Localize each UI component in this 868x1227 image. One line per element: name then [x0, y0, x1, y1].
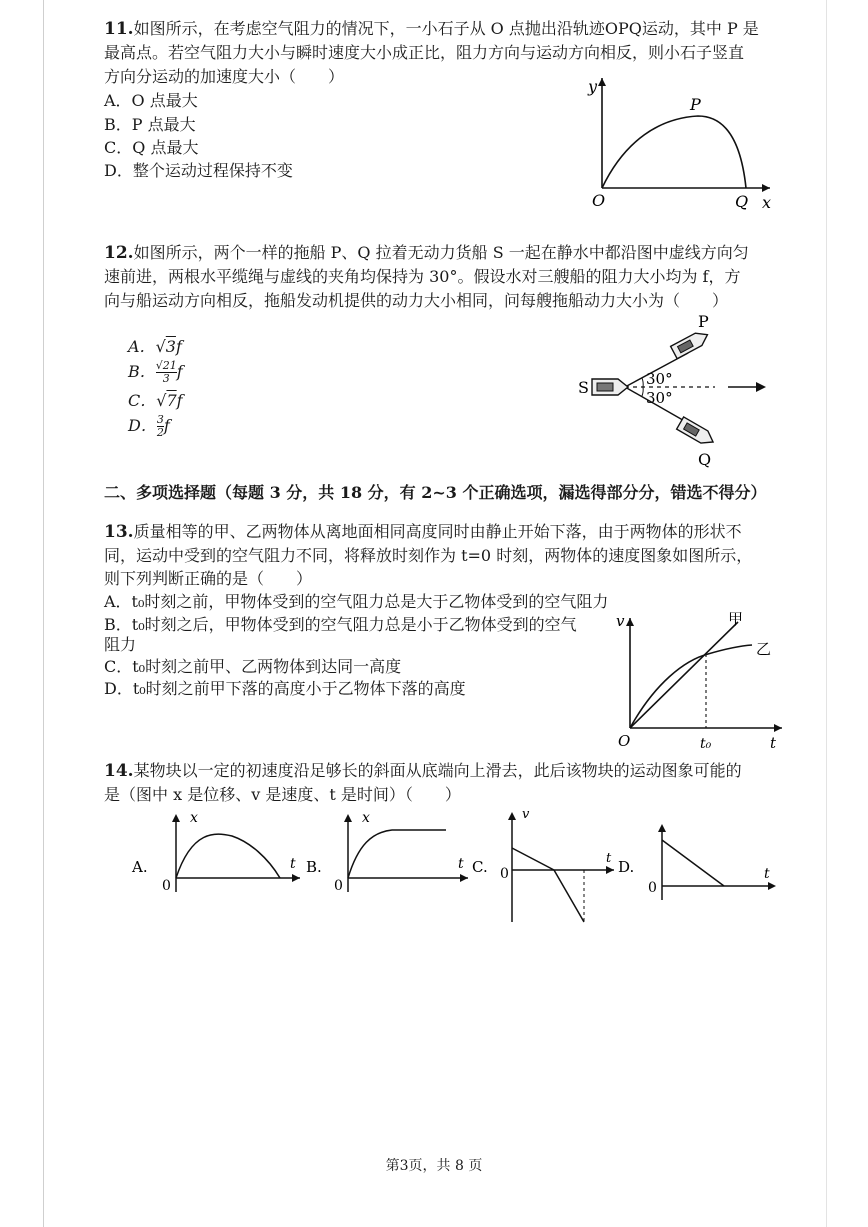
q11-x-arrow: [762, 184, 770, 192]
q11-fig-q: Q: [735, 192, 749, 210]
q13-option-b-cont: 阻力: [104, 635, 137, 654]
q14-label-b: B.: [306, 858, 322, 876]
q11-option-a: A．O 点最大: [104, 91, 198, 110]
q12-text1: 如图所示，两个一样的拖船 P、Q 拉着无动力货船 S 一起在静水中都沿图中虚线方向匀: [133, 243, 749, 262]
q11-text1: 如图所示，在考虑空气阻力的情况下，一小石子从 O 点抛出沿轨迹OPQ运动，其中 P 是: [133, 19, 759, 38]
q12-angle-arc-top: [642, 378, 643, 387]
q11-fig-y: y: [588, 77, 598, 96]
q12-tug-q: [677, 417, 717, 448]
q14-d-t: t: [764, 866, 770, 882]
q13-line-jia: [630, 622, 738, 728]
q14-b-t: t: [458, 856, 464, 872]
q14-graph-c: [472, 807, 614, 922]
q14-a-y: x: [190, 810, 198, 826]
q14-line2: 是（图中 x 是位移、v 是速度、t 是时间）（ ）: [104, 785, 461, 804]
q14-b-y: x: [362, 810, 370, 826]
q12-number: 12.: [104, 243, 134, 263]
q12-line2: 速前进，两根水平缆绳与虚线的夹角均保持为 30°。假设水对三艘船的阻力大小均为 f，方: [104, 267, 741, 286]
q12-ship-s: [592, 379, 628, 395]
q12-option-c: C．√7f: [128, 391, 183, 410]
q14-a-zero: 0: [162, 878, 171, 894]
q11-option-c: C．Q 点最大: [104, 138, 199, 157]
q13-fig-yi: 乙: [756, 640, 772, 658]
q12-option-a: A．√3f: [128, 337, 182, 356]
q13-text1: 质量相等的甲、乙两物体从离地面相同高度同时由静止开始下落，由于两物体的形状不: [133, 522, 742, 541]
q14-graphs: [120, 800, 780, 930]
page-edge-left: [43, 0, 44, 1227]
q12-option-d: D． $\frac{3}{2}$ f: [128, 413, 170, 439]
q14-graph-b: [306, 810, 468, 894]
q12-direction-arrow-head: [756, 382, 766, 392]
q13-fig-jia: 甲: [728, 610, 744, 628]
q11-line3: 方向分运动的加速度大小（ ）: [104, 67, 345, 86]
q14-c-zero: 0: [500, 866, 509, 882]
q14-c-t: t: [606, 851, 612, 866]
q13-fig-o: O: [618, 732, 631, 750]
q14-number: 14.: [104, 761, 134, 781]
q13-option-c: C．t₀时刻之前甲、乙两物体到达同一高度: [104, 657, 402, 676]
q11-number: 11.: [104, 19, 134, 39]
q14-d-zero: 0: [648, 880, 657, 896]
q12-fig-q: Q: [698, 450, 712, 469]
q13-fig-t0: t₀: [700, 736, 712, 752]
q11-fig-x: x: [762, 193, 772, 210]
q13-curve-yi: [630, 645, 752, 728]
section-2-heading: 二、多项选择题（每题 3 分，共 18 分，有 2~3 个正确选项，漏选得部分分，错选不得分）: [104, 483, 767, 502]
q13-line3: 则下列判断正确的是（ ）: [104, 569, 313, 588]
q13-option-b: B．t₀时刻之后，甲物体受到的空气阻力总是小于乙物体受到的空气: [104, 615, 577, 634]
q11-fig-p: P: [690, 95, 701, 114]
q12-tug-p: [671, 328, 711, 358]
q13-fig-t: t: [770, 734, 777, 752]
q12-fig-angle-bottom: 30°: [646, 389, 673, 407]
q13-fig-v: v: [616, 612, 625, 630]
q14-graph-a: [131, 810, 300, 894]
q11-option-b: B．P 点最大: [104, 115, 196, 134]
q13-velocity-graph: [610, 608, 790, 753]
page-edge-right: [826, 0, 827, 1227]
q13-line2: 同，运动中受到的空气阻力不同，将释放时刻作为 t=0 时刻，两物体的速度图象如图所示，: [104, 546, 753, 565]
q12-fig-angle-top: 30°: [646, 370, 673, 388]
q14-line1: [104, 760, 742, 782]
q14-c-y: v: [522, 807, 530, 822]
q14-label-a: A.: [132, 858, 148, 876]
q11-curve: [602, 116, 746, 188]
q14-label-d: D.: [618, 858, 635, 876]
q11-y-arrow: [598, 78, 606, 86]
q11-option-d: D．整个运动过程保持不变: [104, 161, 293, 180]
q14-graph-d: [618, 824, 776, 900]
q12-tugboat-figure: [570, 305, 780, 470]
q12-fig-p: P: [698, 312, 709, 331]
q13-number: 13.: [104, 522, 134, 542]
q13-option-a: A．t₀时刻之前，甲物体受到的空气阻力总是大于乙物体受到的空气阻力: [104, 592, 609, 611]
q11-line2: 最高点。若空气阻力大小与瞬时速度大小成正比，阻力方向与运动方向相反，则小石子竖直: [104, 43, 745, 62]
q12-line3: 向与船运动方向相反，拖船发动机提供的动力大小相同，问每艘拖船动力大小为（ ）: [104, 291, 729, 310]
q13-option-d: D．t₀时刻之前甲下落的高度小于乙物体下落的高度: [104, 679, 466, 698]
page-footer: 第3页，共 8 页: [385, 1158, 483, 1174]
q14-text1: 某物块以一定的初速度沿足够长的斜面从底端向上滑去，此后该物块的运动图象可能的: [133, 761, 742, 780]
q14-b-zero: 0: [334, 878, 343, 894]
q11-trajectory-figure: [580, 70, 780, 210]
q14-label-c: C.: [472, 858, 488, 876]
q14-a-t: t: [290, 856, 296, 872]
q11-line1: [104, 18, 759, 40]
q12-fig-s: S: [578, 378, 589, 397]
q12-angle-arc-bottom: [642, 387, 643, 396]
q11-fig-o: O: [592, 191, 606, 210]
q12-option-b: B． $\frac{√21}{3}$ f: [128, 359, 183, 385]
q13-line1: [104, 521, 742, 543]
q12-line1: [104, 242, 749, 264]
